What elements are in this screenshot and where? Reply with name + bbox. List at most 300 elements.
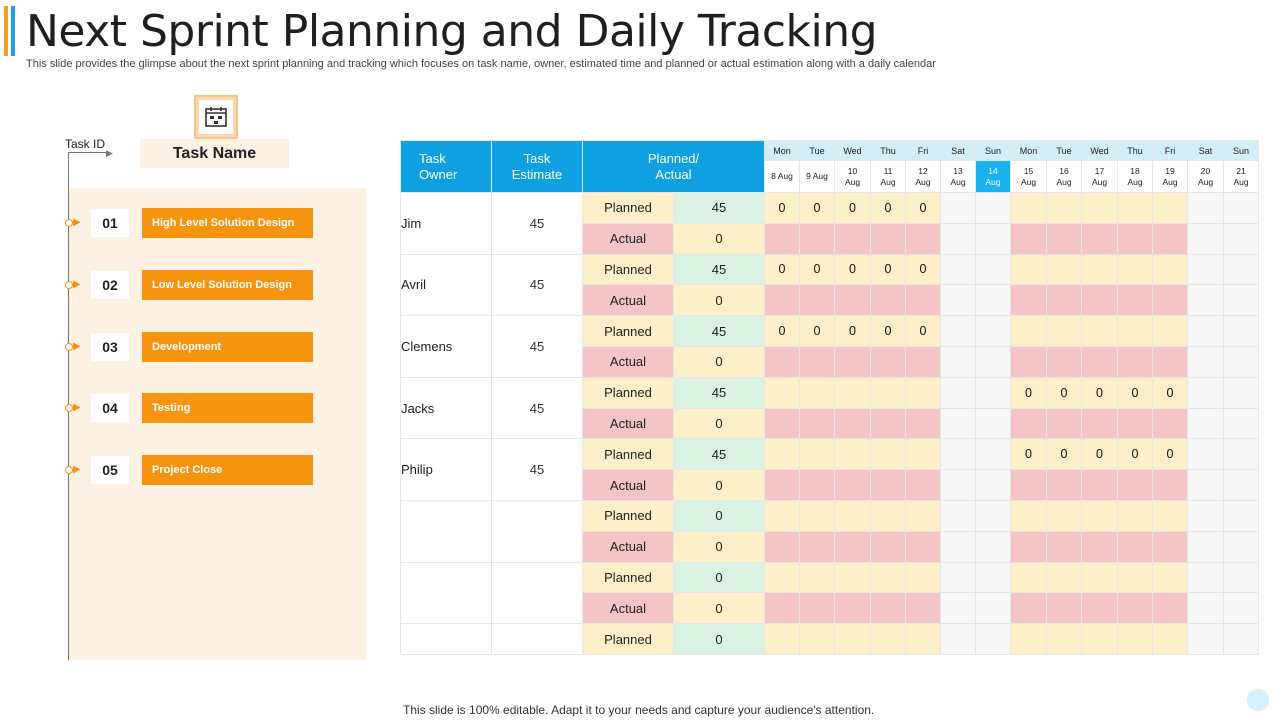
actual-label: Actual [583,408,674,439]
task-owner-cell [401,562,492,624]
planned-value: 45 [674,439,765,470]
day-cell [835,500,871,531]
arrow-right-icon: ▶ [73,341,81,352]
task-estimate-cell [492,624,583,655]
day-cell [1047,254,1082,285]
day-cell [1118,593,1153,624]
task-owner-cell: Jim [401,193,492,255]
weekend-cell [1224,439,1259,470]
day-cell: 0 [800,193,835,224]
day-cell [871,439,906,470]
weekend-cell [976,624,1011,655]
day-cell [1118,223,1153,254]
day-cell: 0 [1082,377,1118,408]
day-cell [906,408,941,439]
day-cell [800,562,835,593]
timeline-dot-icon [65,343,73,351]
day-cell [1118,408,1153,439]
day-cell [1011,593,1047,624]
day-header: Thu [1118,141,1153,161]
day-cell [765,470,800,501]
day-cell: 0 [1153,377,1188,408]
day-cell [1153,500,1188,531]
planned-row [401,439,1259,470]
task-estimate-cell: 45 [492,377,583,439]
task-id: 01 [91,209,129,237]
day-cell [800,500,835,531]
day-cell [835,346,871,377]
day-cell [906,470,941,501]
weekend-cell [941,593,976,624]
page-subtitle: This slide provides the glimpse about the next sprint planning and tracking which focuses on task name, owner, estimated time and planned or actual estimation along with a daily calendar [26,58,936,70]
weekend-cell [976,531,1011,562]
day-cell [835,593,871,624]
calendar-icon [194,95,238,139]
day-cell [1082,223,1118,254]
day-cell [765,346,800,377]
day-cell [1011,316,1047,347]
day-cell [906,562,941,593]
arrow-right-icon: ▶ [73,464,81,475]
planned-label: Planned [583,193,674,224]
day-cell: 0 [1011,377,1047,408]
weekend-cell [941,470,976,501]
day-cell: 0 [800,316,835,347]
arrow-right-icon: ▶ [73,279,81,290]
day-cell [1011,500,1047,531]
day-cell [765,531,800,562]
day-cell [1047,285,1082,316]
day-cell [800,408,835,439]
day-header: Fri [906,141,941,161]
day-cell [835,531,871,562]
weekend-cell [1224,193,1259,224]
day-cell [1011,193,1047,224]
planned-row [401,254,1259,285]
planned-label: Planned [583,500,674,531]
day-header: Mon [765,141,800,161]
weekend-cell [1188,346,1224,377]
day-header: Sat [941,141,976,161]
weekend-cell [976,346,1011,377]
actual-value: 0 [674,593,765,624]
weekend-cell [1224,562,1259,593]
accent-bar-orange [4,6,8,56]
day-cell: 0 [906,254,941,285]
weekend-cell [1188,408,1224,439]
day-cell [800,593,835,624]
day-cell: 0 [906,193,941,224]
day-cell: 0 [765,193,800,224]
day-cell [1047,531,1082,562]
task-id-label: Task ID [65,137,106,151]
date-header: 13 Aug [941,161,976,193]
timeline-dot-icon [65,404,73,412]
day-header: Thu [871,141,906,161]
day-cell [906,531,941,562]
task-id: 03 [91,333,129,361]
weekend-cell [976,500,1011,531]
day-cell [1082,531,1118,562]
weekend-cell [941,624,976,655]
planned-label: Planned [583,562,674,593]
day-cell [765,500,800,531]
day-cell [800,439,835,470]
weekend-cell [1188,439,1224,470]
task-row [60,270,320,300]
day-cell [1153,562,1188,593]
weekend-cell [941,439,976,470]
day-cell [1011,408,1047,439]
day-cell [871,624,906,655]
planned-label: Planned [583,439,674,470]
weekend-cell [976,285,1011,316]
weekend-cell [976,562,1011,593]
actual-label: Actual [583,470,674,501]
day-cell [1082,593,1118,624]
day-cell: 0 [871,193,906,224]
day-cell [1082,346,1118,377]
task-owner-cell [401,624,492,655]
task-name: Low Level Solution Design [142,270,313,300]
task-owner-cell [401,500,492,562]
task-id-pointer [68,152,108,153]
weekend-cell [1188,562,1224,593]
day-cell [1011,531,1047,562]
corner-decoration [1247,689,1269,711]
date-header: 19 Aug [1153,161,1188,193]
day-header: Wed [1082,141,1118,161]
date-header: 21 Aug [1224,161,1259,193]
day-cell [906,439,941,470]
date-header: 20 Aug [1188,161,1224,193]
day-cell [1153,316,1188,347]
weekend-cell [976,193,1011,224]
task-id-arrow-icon: ▶ [106,148,113,158]
day-cell: 0 [1118,377,1153,408]
arrow-right-icon: ▶ [73,402,81,413]
day-cell [1011,254,1047,285]
arrow-right-icon: ▶ [73,217,81,228]
task-row [60,393,320,423]
sprint-tracking-table [400,140,1259,655]
planned-value: 0 [674,624,765,655]
day-cell [1047,593,1082,624]
day-cell: 0 [871,254,906,285]
day-cell [871,500,906,531]
planned-label: Planned [583,624,674,655]
task-name: High Level Solution Design [142,208,313,238]
day-header: Mon [1011,141,1047,161]
day-cell: 0 [835,193,871,224]
day-cell [871,562,906,593]
day-cell [1153,254,1188,285]
day-cell [1118,346,1153,377]
weekend-cell [976,316,1011,347]
day-cell [765,562,800,593]
weekend-cell [1224,346,1259,377]
day-cell [1153,531,1188,562]
weekend-cell [1188,470,1224,501]
day-header: Sun [976,141,1011,161]
task-name-header: Task Name [140,139,289,168]
day-cell [835,408,871,439]
task-name: Development [142,332,313,362]
task-estimate-cell: 45 [492,439,583,501]
day-cell [800,470,835,501]
planned-label: Planned [583,377,674,408]
weekend-cell [941,254,976,285]
planned-value: 45 [674,193,765,224]
weekend-cell [1224,254,1259,285]
day-cell [871,470,906,501]
weekend-cell [1224,316,1259,347]
day-header: Sun [1224,141,1259,161]
day-cell: 0 [1047,439,1082,470]
weekend-cell [941,223,976,254]
weekend-cell [941,285,976,316]
weekend-cell [976,223,1011,254]
day-cell [1011,223,1047,254]
day-cell: 0 [765,316,800,347]
day-cell: 0 [835,254,871,285]
day-cell [906,285,941,316]
planned-value: 0 [674,562,765,593]
date-header: 18 Aug [1118,161,1153,193]
actual-value: 0 [674,408,765,439]
actual-label: Actual [583,346,674,377]
day-cell [800,377,835,408]
day-cell: 0 [871,316,906,347]
task-name: Testing [142,393,313,423]
day-cell [871,408,906,439]
actual-label: Actual [583,531,674,562]
timeline-dot-icon [65,281,73,289]
day-cell: 0 [1118,439,1153,470]
day-cell [1047,500,1082,531]
planned-row [401,377,1259,408]
task-estimate-cell [492,562,583,624]
date-header: 8 Aug [765,161,800,193]
day-cell [871,223,906,254]
day-cell [1082,316,1118,347]
actual-value: 0 [674,285,765,316]
weekend-cell [1188,193,1224,224]
day-cell [906,377,941,408]
weekend-cell [1224,377,1259,408]
actual-value: 0 [674,470,765,501]
task-id: 05 [91,456,129,484]
task-id: 04 [91,394,129,422]
weekend-cell [1188,254,1224,285]
day-header: Tue [1047,141,1082,161]
day-cell [1011,285,1047,316]
task-row [60,332,320,362]
weekend-cell [941,500,976,531]
weekend-cell [941,346,976,377]
day-cell [1153,624,1188,655]
weekend-cell [1188,593,1224,624]
header-task-owner: Task Owner [401,141,492,193]
day-cell [800,285,835,316]
day-cell [1118,254,1153,285]
day-cell [1047,562,1082,593]
day-cell [1118,500,1153,531]
planned-row [401,562,1259,593]
day-cell [1118,285,1153,316]
planned-label: Planned [583,254,674,285]
date-header: 17 Aug [1082,161,1118,193]
day-cell [1118,531,1153,562]
day-cell [835,285,871,316]
weekend-cell [1188,531,1224,562]
day-cell [1011,470,1047,501]
weekend-cell [1224,500,1259,531]
weekend-cell [1188,316,1224,347]
weekend-cell [976,593,1011,624]
day-cell: 0 [835,316,871,347]
day-cell [1082,470,1118,501]
day-cell [1082,254,1118,285]
weekend-cell [976,470,1011,501]
day-cell [1118,316,1153,347]
day-cell [871,285,906,316]
actual-value: 0 [674,223,765,254]
day-cell [1118,562,1153,593]
day-cell [1082,285,1118,316]
day-cell [1082,193,1118,224]
task-list-panel [68,188,366,660]
day-cell [1047,408,1082,439]
planned-value: 45 [674,377,765,408]
day-cell [835,377,871,408]
task-owner-cell: Jacks [401,377,492,439]
actual-label: Actual [583,593,674,624]
day-cell: 0 [1011,439,1047,470]
day-cell [800,223,835,254]
day-cell [765,223,800,254]
date-header: 10 Aug [835,161,871,193]
day-cell [1118,193,1153,224]
footer-note: This slide is 100% editable. Adapt it to your needs and capture your audience's attention. [403,703,875,717]
weekend-cell [1188,285,1224,316]
day-cell [1011,624,1047,655]
date-header: 16 Aug [1047,161,1082,193]
day-cell [1047,193,1082,224]
accent-bar-blue [11,6,15,56]
day-cell [906,624,941,655]
day-cell [906,593,941,624]
weekend-cell [1188,624,1224,655]
task-row [60,208,320,238]
actual-label: Actual [583,285,674,316]
date-header: 9 Aug [800,161,835,193]
day-cell [871,377,906,408]
planned-row [401,316,1259,347]
actual-label: Actual [583,223,674,254]
task-row [60,455,320,485]
weekend-cell [976,408,1011,439]
task-owner-cell: Philip [401,439,492,501]
planned-row [401,624,1259,655]
day-cell [871,531,906,562]
day-cell [800,624,835,655]
weekend-cell [941,531,976,562]
weekend-cell [1188,223,1224,254]
actual-value: 0 [674,346,765,377]
weekend-cell [1188,377,1224,408]
task-estimate-cell: 45 [492,316,583,378]
weekend-cell [1224,470,1259,501]
day-cell [765,285,800,316]
day-cell: 0 [765,254,800,285]
day-cell [1118,624,1153,655]
day-cell [871,346,906,377]
task-name: Project Close [142,455,313,485]
date-header: 14 Aug [976,161,1011,193]
day-cell [800,531,835,562]
date-header: 12 Aug [906,161,941,193]
day-cell: 0 [1082,439,1118,470]
task-estimate-cell [492,500,583,562]
day-cell [765,593,800,624]
day-cell [835,223,871,254]
task-id: 02 [91,271,129,299]
task-owner-cell: Clemens [401,316,492,378]
day-cell [1047,470,1082,501]
day-cell: 0 [1153,439,1188,470]
weekend-cell [941,408,976,439]
day-cell [1082,500,1118,531]
actual-value: 0 [674,531,765,562]
day-cell [765,624,800,655]
day-cell [835,624,871,655]
day-cell [835,439,871,470]
day-cell [1153,408,1188,439]
day-cell [800,346,835,377]
day-cell [1153,593,1188,624]
weekend-cell [1224,223,1259,254]
day-cell [871,593,906,624]
day-header: Fri [1153,141,1188,161]
day-header: Tue [800,141,835,161]
weekend-cell [941,562,976,593]
day-cell: 0 [1047,377,1082,408]
day-cell [835,470,871,501]
day-cell [1082,562,1118,593]
weekend-cell [1224,285,1259,316]
timeline-dot-icon [65,466,73,474]
weekend-cell [976,377,1011,408]
day-cell [906,346,941,377]
day-cell [1047,346,1082,377]
day-cell [1047,624,1082,655]
day-cell [765,377,800,408]
day-cell [765,408,800,439]
planned-row [401,500,1259,531]
weekend-cell [1224,593,1259,624]
planned-value: 45 [674,316,765,347]
weekend-cell [941,316,976,347]
day-cell [1011,562,1047,593]
weekend-cell [1224,408,1259,439]
day-cell: 0 [906,316,941,347]
day-cell: 0 [800,254,835,285]
task-owner-cell: Avril [401,254,492,316]
weekend-cell [1224,531,1259,562]
day-cell [1153,223,1188,254]
day-cell [1153,285,1188,316]
